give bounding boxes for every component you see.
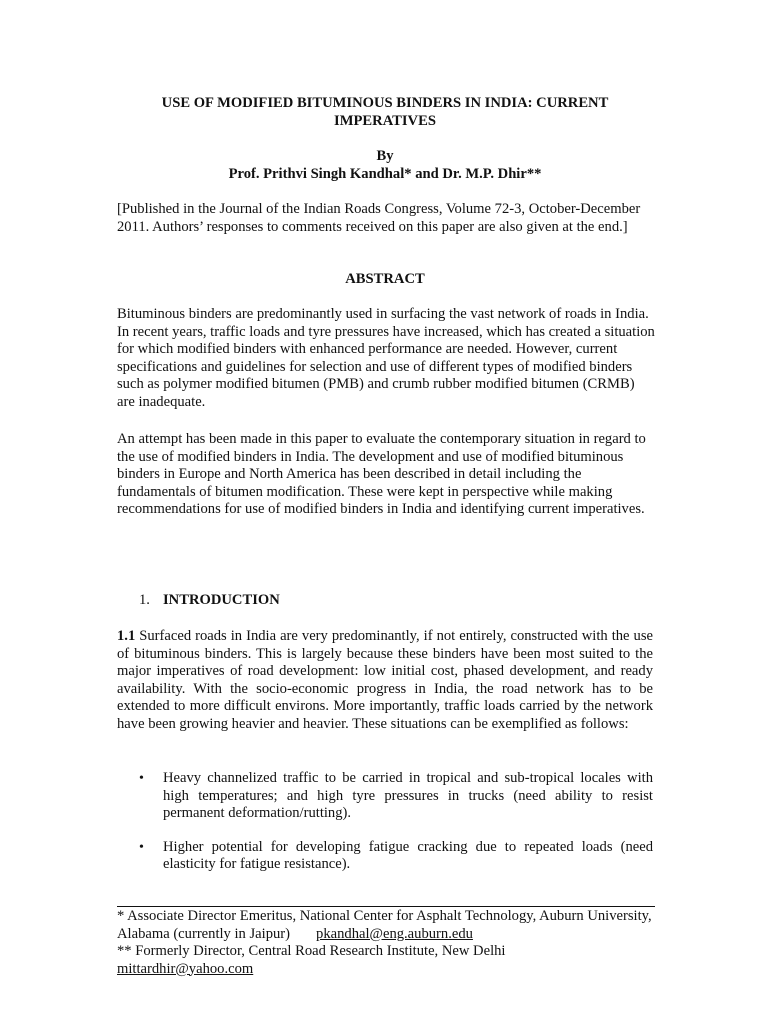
abstract-paragraph-2: An attempt has been made in this paper to evaluate the contemporary situation in regard to the use of modified binders in India. The development and use of modified bituminous binders in Europe and North America has been described in detail including the fundamentals of bitumen modification. These were kept in perspective while making recommendations for use of modified binders in India and identifying current imperatives. — [117, 431, 646, 518]
list-item-text: Higher potential for developing fatigue cracking due to repeated loads (need elasticity for fatigue resistance). — [163, 838, 653, 873]
footnotes — [117, 908, 657, 978]
section-heading-introduction — [139, 592, 280, 610]
bullet-list — [117, 770, 653, 890]
paragraph-number: 1.1 — [117, 628, 136, 644]
section-number: 1. — [139, 592, 150, 608]
bullet-icon: • — [139, 839, 144, 855]
paper-title — [117, 94, 653, 130]
paragraph-text: Surfaced roads in India are very predominantly, if not entirely, constructed with the use of bituminous binders. This is largely because these binders have been most suited to the major imperatives of road development: low initial cost, phased development, and ready availability. With the socio-economic progress in India, the road network has to be extended to more difficult environs. More importantly, traffic loads carried by the network have been growing heavier and heavier. These situations can be exemplified as follows: — [117, 628, 653, 732]
abstract-heading: ABSTRACT — [345, 271, 425, 287]
section-title: INTRODUCTION — [163, 592, 280, 608]
bullet-icon: • — [139, 771, 144, 786]
footnote-1 — [117, 908, 657, 943]
by-label: By — [376, 148, 394, 164]
footnote-divider — [117, 906, 655, 907]
email-link-dhir[interactable]: mittardhir@yahoo.com — [117, 960, 254, 977]
title-line-1: USE OF MODIFIED BITUMINOUS BINDERS IN INDIA: CURRENT — [161, 95, 609, 111]
footnote-2-email — [117, 961, 657, 979]
byline — [117, 147, 653, 183]
authors: Prof. Prithvi Singh Kandhal* and Dr. M.P. Dhir** — [228, 166, 542, 182]
list-item-text: Heavy channelized traffic to be carried in tropical and sub-tropical locales with high temperatures; and high tyre pressures in trucks (need ability to resist permanent deformation/rutting). — [163, 770, 653, 822]
footnote-2: ** Formerly Director, Central Road Research Institute, New Delhi — [117, 943, 506, 959]
publication-note: [Published in the Journal of the Indian Roads Congress, Volume 72-3, October-December 2011. Authors’ responses to comments received on this paper are also given at the end.] — [117, 201, 641, 235]
email-link-kandhal[interactable]: pkandhal@eng.auburn.edu — [316, 925, 473, 942]
footnote-1-text: * Associate Director Emeritus, National Center for Asphalt Technology, Auburn University, Alabama (currently in Jaipur) — [117, 908, 652, 942]
intro-paragraph — [117, 628, 653, 734]
title-line-2: IMPERATIVES — [334, 113, 436, 129]
list-item — [117, 839, 653, 874]
list-item — [117, 770, 653, 823]
abstract-paragraph-1: Bituminous binders are predominantly used in surfacing the vast network of roads in India. In recent years, traffic loads and tyre pressures have increased, which has created a situation for which modified binders with enhanced performance are needed. However, current specifications and guidelines for selection and use of different types of modified binders such as polymer modified bitumen (PMB) and crumb rubber modified bitumen (CRMB) are inadequate. — [117, 306, 655, 410]
